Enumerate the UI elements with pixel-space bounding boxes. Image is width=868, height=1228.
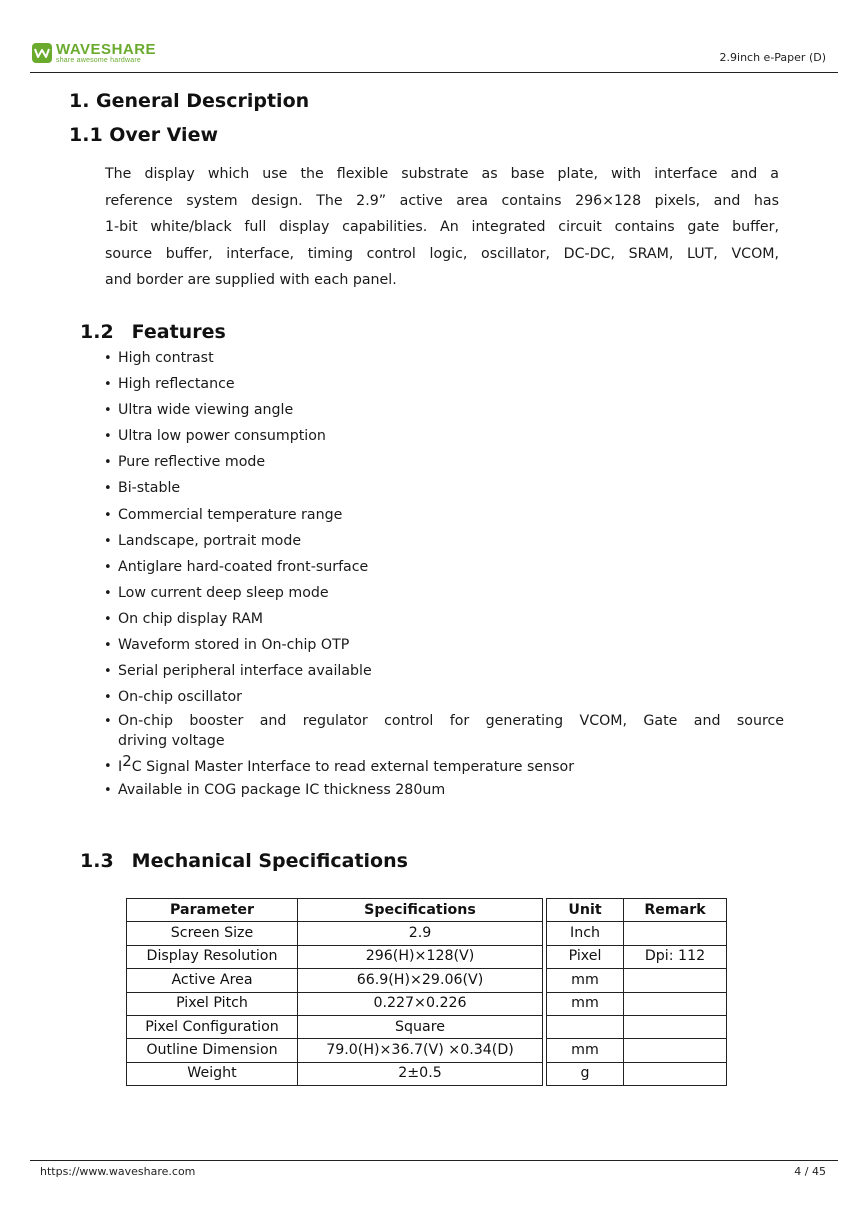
table-cell: 2.9 (298, 922, 543, 945)
table-row (127, 1015, 727, 1038)
page-header (30, 40, 838, 73)
column-header: Remark (624, 899, 727, 922)
section-mechanical-specifications (80, 850, 408, 872)
feature-item: • Serial peripheral interface available (104, 659, 784, 685)
section-overview: 1.1 Over View (69, 124, 219, 146)
feature-item: • On chip display RAM (104, 607, 784, 633)
table-cell: 296(H)×128(V) (298, 945, 543, 968)
table-cell: 79.0(H)×36.7(V) ×0.34(D) (298, 1039, 543, 1062)
section-general-description: 1. General Description (69, 90, 310, 112)
table-cell: mm (547, 992, 624, 1015)
feature-item: • Ultra low power consumption (104, 424, 784, 450)
feature-item: • Commercial temperature range (104, 503, 784, 529)
mechanical-spec-table (126, 898, 727, 1086)
table-row (127, 1039, 727, 1062)
table-cell: Pixel Configuration (127, 1015, 298, 1038)
table-row (127, 1062, 727, 1085)
table-cell (624, 1039, 727, 1062)
feature-item: • Ultra wide viewing angle (104, 398, 784, 424)
overview-line: source buffer, interface, timing control logic, oscillator, DC-DC, SRAM, LUT, VCOM, (105, 245, 779, 262)
overview-line: and border are supplied with each panel. (105, 272, 397, 288)
table-header-row (127, 899, 727, 922)
table-row (127, 945, 727, 968)
feature-item: • Waveform stored in On-chip OTP (104, 633, 784, 659)
overview-line: 1-bit white/black full display capabilities. An integrated circuit contains gate buffer, (105, 219, 779, 235)
footer-website-link[interactable]: https://www.waveshare.com (40, 1165, 196, 1178)
table-cell: 2±0.5 (298, 1062, 543, 1085)
table-cell (624, 1062, 727, 1085)
table-cell: g (547, 1062, 624, 1085)
feature-item: • High reflectance (104, 372, 784, 398)
features-section-title: Features (131, 321, 226, 343)
table-cell: Display Resolution (127, 945, 298, 968)
page-footer (30, 1160, 838, 1185)
table-row (127, 922, 727, 945)
feature-item: • Pure reflective mode (104, 450, 784, 476)
table-row (127, 992, 727, 1015)
mech-section-title: Mechanical Specifications (131, 850, 408, 872)
feature-booster-line2: driving voltage (118, 733, 225, 750)
feature-item: • Antiglare hard-coated front-surface (104, 555, 784, 581)
page-number: 4 / 45 (794, 1165, 826, 1178)
overview-line: The display which use the flexible substrate as base plate, with interface and a (105, 166, 779, 182)
section-features (80, 321, 226, 343)
table-cell: mm (547, 969, 624, 992)
table-cell (624, 969, 727, 992)
features-section-number: 1.2 (80, 321, 114, 343)
waveshare-logo-icon (32, 43, 52, 63)
feature-item: • On-chip oscillator (104, 685, 784, 711)
table-cell: Weight (127, 1062, 298, 1085)
table-cell: Screen Size (127, 922, 298, 945)
column-header: Parameter (127, 899, 298, 922)
table-cell: Outline Dimension (127, 1039, 298, 1062)
column-header: Unit (547, 899, 624, 922)
table-row (127, 969, 727, 992)
feature-booster-line1: • On-chip booster and regulator control for generating VCOM, Gate and source (118, 713, 784, 730)
overview-line: reference system design. The 2.9” active area contains 296×128 pixels, and has (105, 192, 779, 209)
mech-section-number: 1.3 (80, 850, 114, 872)
table-cell: Square (298, 1015, 543, 1038)
features-list (104, 346, 784, 804)
table-cell: Active Area (127, 969, 298, 992)
feature-item: • Low current deep sleep mode (104, 581, 784, 607)
feature-item: • Available in COG package IC thickness 280um (104, 778, 784, 804)
feature-item: • Bi-stable (104, 476, 784, 502)
feature-i2c-superscript: 2 (122, 752, 132, 771)
table-cell (624, 992, 727, 1015)
table-cell: Inch (547, 922, 624, 945)
feature-item: • Landscape, portrait mode (104, 529, 784, 555)
waveshare-logo (32, 42, 162, 68)
overview-paragraph (105, 161, 779, 294)
feature-i2c-prefix: I (118, 759, 123, 776)
feature-i2c-text: C Signal Master Interface to read external temperature sensor (131, 759, 575, 776)
logo-wordmark: WAVESHARE (56, 41, 157, 58)
table-cell: 0.227×0.226 (298, 992, 543, 1015)
table-cell: mm (547, 1039, 624, 1062)
table-cell (547, 1015, 624, 1038)
table-cell (624, 1015, 727, 1038)
column-header: Specifications (298, 899, 543, 922)
table-cell: Pixel Pitch (127, 992, 298, 1015)
feature-item: • High contrast (104, 346, 784, 372)
logo-tagline: share awesome hardware (56, 57, 141, 64)
document-title: 2.9inch e-Paper (D) (719, 51, 826, 64)
table-cell: 66.9(H)×29.06(V) (298, 969, 543, 992)
table-cell: Dpi: 112 (624, 945, 727, 968)
feature-item-i2c (104, 751, 784, 778)
feature-item-booster (104, 711, 784, 751)
table-cell (624, 922, 727, 945)
table-cell: Pixel (547, 945, 624, 968)
